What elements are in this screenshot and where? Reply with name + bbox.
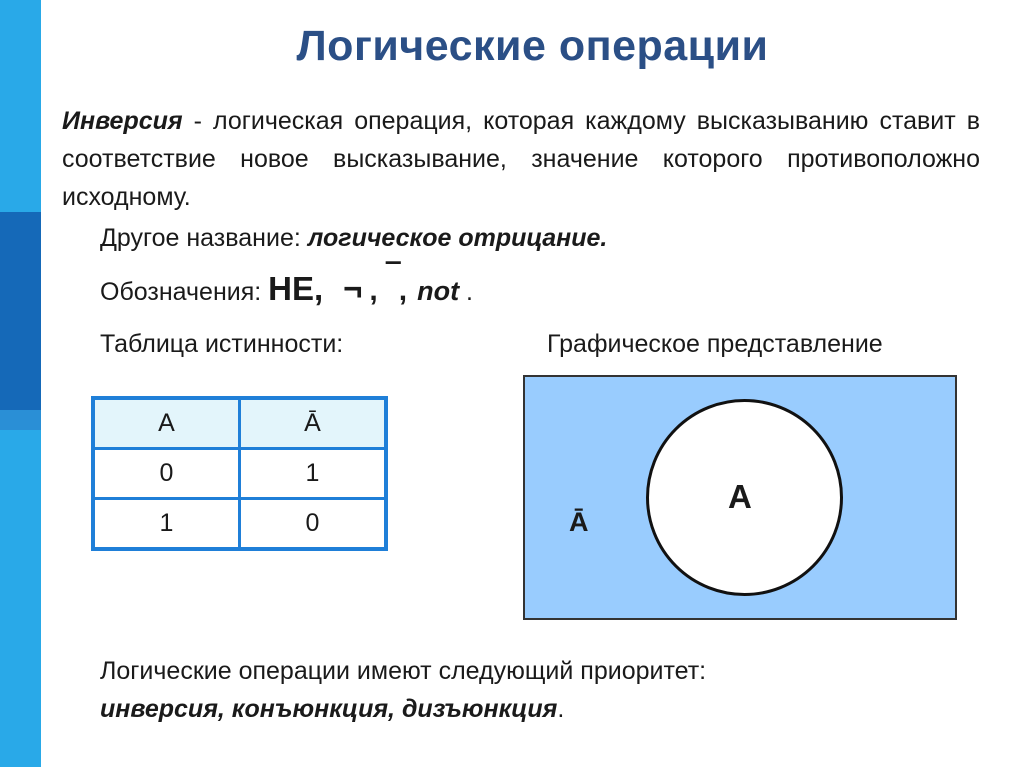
table-cell: 1 [93,499,240,550]
truth-table-label: Таблица истинности: [100,330,344,358]
truth-table-header-not-a: Ā [240,398,387,449]
notation-overbar-symbol: ‾ [387,258,399,295]
notation-comma-1: , [369,274,378,307]
side-accent-mid [0,410,41,430]
priority-block [100,652,706,728]
venn-label-a: A [728,478,752,515]
side-accent-bar [0,0,41,767]
notation-label: Обозначения: [100,278,269,306]
table-row [93,449,386,499]
notation-comma-2: , [398,274,408,307]
venn-label-not-a: Ā [569,507,589,537]
table-cell: 0 [240,499,387,550]
table-row [93,499,386,550]
priority-order: инверсия, конъюнкция, дизъюнкция [100,695,558,723]
notation-end: . [459,278,473,306]
other-name-line [100,224,607,253]
definition-term: Инверсия [62,107,183,135]
other-name-label: Другое название: [100,224,308,252]
other-name-value: логическое отрицание. [307,224,608,252]
priority-order-line [100,690,706,728]
table-cell: 1 [240,449,387,499]
definition-text: - логическая операция, которая каждому высказыванию ставит в соответствие новое высказывание, значение которого противоположно исходному. [62,107,980,211]
truth-table-header-row [93,398,386,449]
truth-table-header-a: A [93,398,240,449]
side-accent-dark [0,212,41,410]
priority-text: Логические операции имеют следующий приоритет: [100,657,707,685]
notation-ne: НЕ, [268,270,324,307]
notation-negation-symbol: ¬ [343,270,363,307]
definition-paragraph [62,102,980,216]
notation-line [100,258,473,308]
table-cell: 0 [93,449,240,499]
truth-table [91,396,388,551]
venn-diagram [523,375,957,620]
notation-not: not [417,276,460,306]
slide-title: Логические операции [296,22,769,70]
graphic-label: Графическое представление [547,330,883,358]
priority-end: . [557,695,565,723]
